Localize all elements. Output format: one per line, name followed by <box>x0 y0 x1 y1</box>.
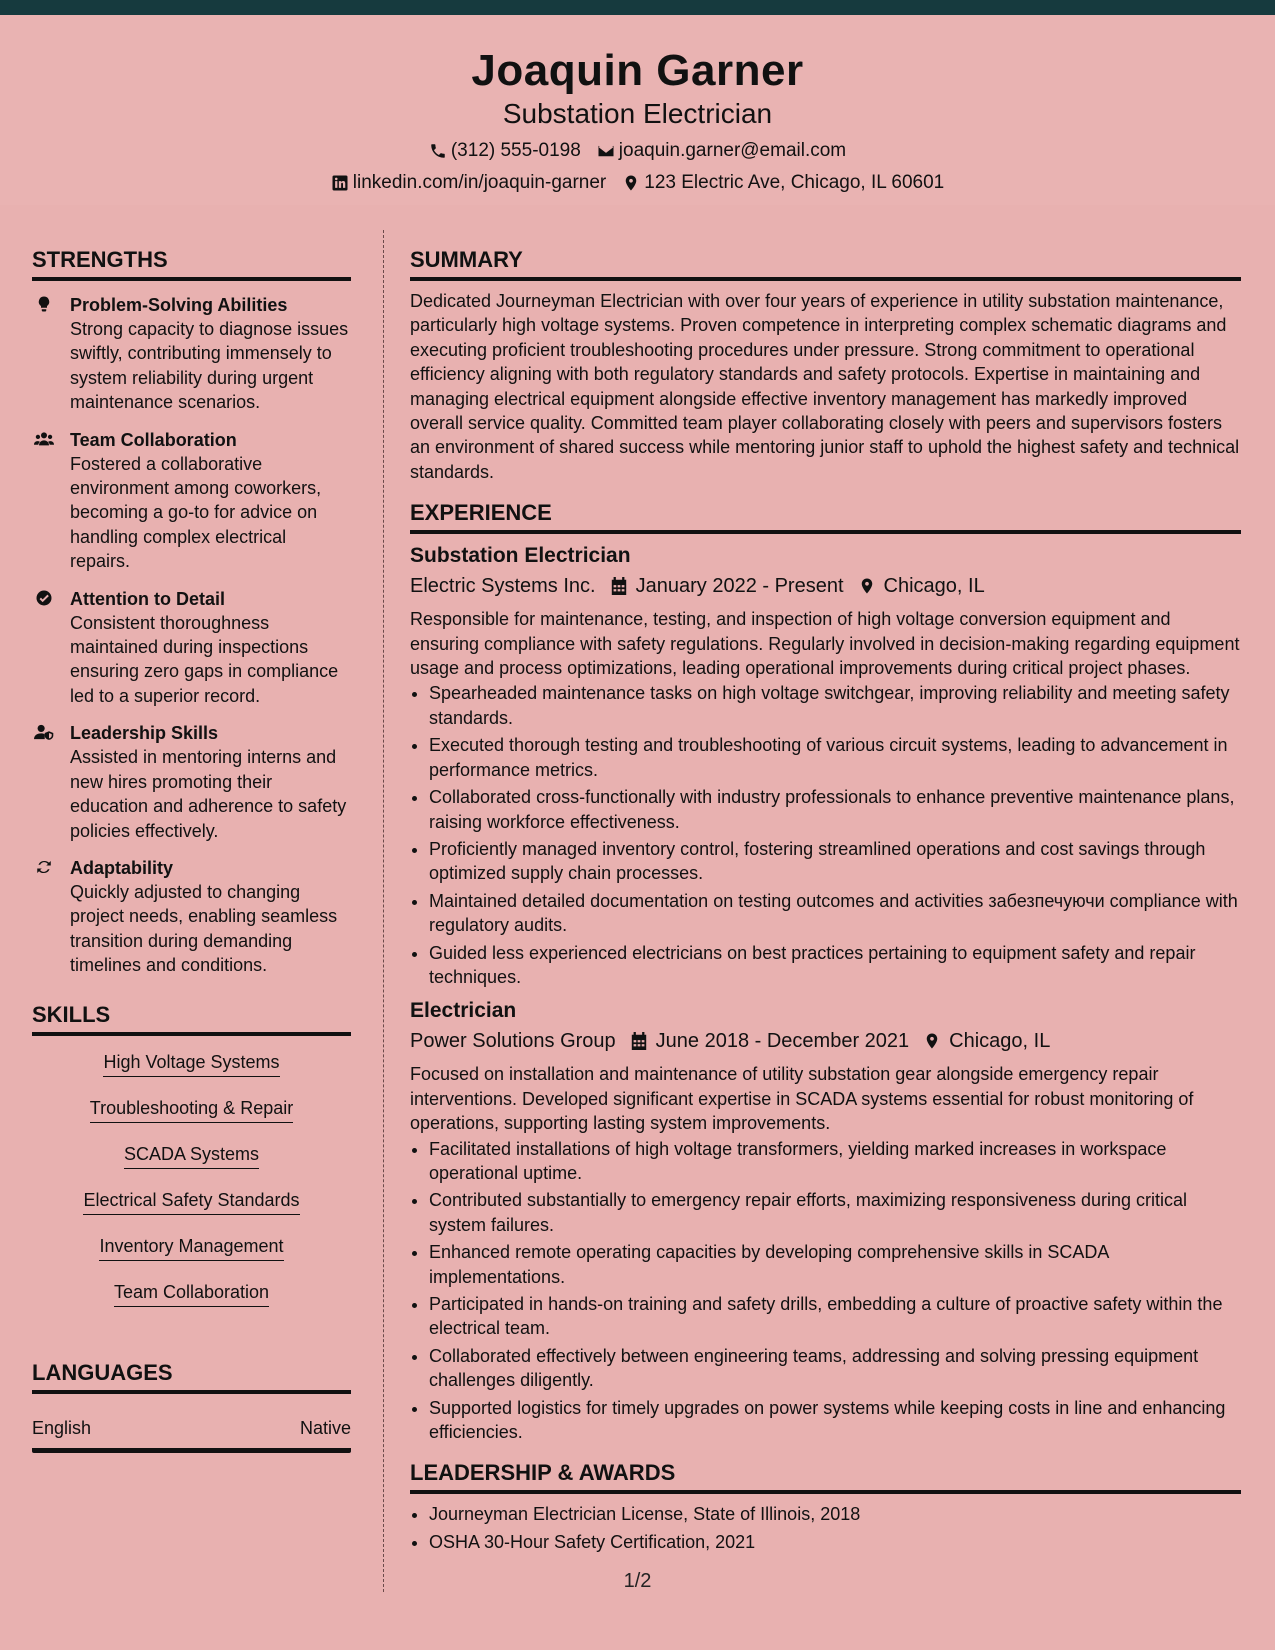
column-divider <box>383 230 384 1592</box>
strength-item <box>32 428 351 574</box>
strength-desc: Strong capacity to diagnose issues swiftly, contributing immensely to system reliability during urgent maintenance scenarios. <box>70 319 349 413</box>
strength-title: Problem-Solving Abilities <box>70 295 288 315</box>
language-name: English <box>32 1417 92 1438</box>
candidate-title: Substation Electrician <box>502 98 773 129</box>
email-text: joaquin.garner@email.com <box>618 140 847 161</box>
job-location: Chicago, IL <box>883 575 985 598</box>
bullet-item: • Contributed substantially to emergency repair efforts, maximizing responsiveness during critical system failures. <box>429 1188 1241 1237</box>
bullet-item: • Collaborated cross-functionally with industry professionals to enhance preventive maintenance plans, raising workforce effectiveness. <box>429 785 1241 834</box>
job-meta <box>410 572 1241 600</box>
job-location-group <box>858 572 985 600</box>
job-entry <box>410 542 1241 989</box>
map-marker-icon <box>622 174 640 192</box>
right-column <box>410 245 1241 1557</box>
strength-title: Attention to Detail <box>70 588 225 609</box>
job-description: Focused on installation and maintenance of utility substation gear alongside emergency repair interventions. Developed significant expertise in SCADA systems essential for robust monitoring of operations, supporting lasting system improvements. <box>410 1064 1194 1134</box>
award-item: • Journeyman Electrician License, State of Illinois, 2018 <box>429 1502 1241 1526</box>
job-location-group <box>923 1027 1050 1055</box>
summary-heading: SUMMARY <box>410 245 1241 281</box>
bullet-item: • Collaborated effectively between engineering teams, addressing and solving pressing equipment challenges diligently. <box>429 1344 1241 1393</box>
bullet-item: • Facilitated installations of high voltage transformers, yielding marked increases in workspace operational uptime. <box>429 1137 1241 1186</box>
job-entry <box>410 997 1241 1444</box>
strength-item <box>32 587 351 709</box>
bullet-item: • Executed thorough testing and troubleshooting of various circuit systems, leading to advancement in performance metrics. <box>429 733 1241 782</box>
strength-item <box>32 856 351 978</box>
job-dates-group <box>610 572 844 600</box>
lightbulb-icon <box>32 295 56 315</box>
linkedin-icon <box>331 174 349 192</box>
skill-tag: Electrical Safety Standards <box>83 1188 299 1215</box>
candidate-name: Joaquin Garner <box>471 46 804 95</box>
job-dates: January 2022 - Present <box>635 575 844 598</box>
awards-list <box>410 1502 1241 1554</box>
users-icon <box>32 430 56 450</box>
languages-heading: LANGUAGES <box>32 1358 351 1394</box>
skills-heading: SKILLS <box>32 1000 351 1036</box>
award-item: • OSHA 30-Hour Safety Certification, 2021 <box>429 1530 1241 1554</box>
address-text: 123 Electric Ave, Chicago, IL 60601 <box>644 172 945 193</box>
envelope-icon <box>597 142 615 160</box>
strength-desc: Fostered a collaborative environment among coworkers, becoming a go-to for advice on handling complex electrical repairs. <box>70 453 322 572</box>
contact-row-2 <box>0 171 1275 195</box>
linkedin-text: linkedin.com/in/joaquin-garner <box>352 172 607 193</box>
strength-item <box>32 293 351 415</box>
summary-text: Dedicated Journeyman Electrician with over four years of experience in utility substation maintenance, particularly high voltage systems. Proven competence in interpreting complex schematic diagrams and executing proficient troubleshooting procedures under pressure. Strong commitment to operational efficiency aligning with both regulatory standards and safety protocols. Expertise in maintaining and managing electrical equipment alongside effective inventory management has markedly improved overall service quality. Committed team player collaborating closely with peers and supervisors fosters an environment of shared success while mentoring junior staff to uphold the highest safety and technical standards. <box>410 291 1240 482</box>
phone-text: (312) 555-0198 <box>450 140 581 161</box>
address-contact <box>622 171 944 195</box>
map-marker-icon <box>858 576 876 596</box>
job-meta <box>410 1027 1241 1055</box>
job-title: Electrician <box>410 999 517 1023</box>
skill-tag: Team Collaboration <box>114 1280 269 1307</box>
user-shield-icon <box>32 723 56 743</box>
bullet-item: • Supported logistics for timely upgrades on power systems while keeping costs in line and enhancing efficiencies. <box>429 1396 1241 1445</box>
skill-tag: Troubleshooting & Repair <box>90 1096 293 1123</box>
strength-title: Adaptability <box>70 857 174 878</box>
bullet-item: • Guided less experienced electricians on best practices pertaining to equipment safety and repair techniques. <box>429 941 1241 990</box>
language-row <box>32 1416 351 1453</box>
strength-item <box>32 721 351 843</box>
email-contact[interactable] <box>597 139 846 163</box>
calendar-icon <box>630 1031 648 1051</box>
strength-desc: Assisted in mentoring interns and new hires promoting their education and adherence to safety policies effectively. <box>70 747 347 841</box>
job-title: Substation Electrician <box>410 544 631 568</box>
resume-header <box>0 15 1275 205</box>
sync-icon <box>32 858 56 878</box>
job-bullets <box>410 1137 1241 1445</box>
check-circle-icon <box>32 589 56 609</box>
bullet-item: • Enhanced remote operating capacities by developing comprehensive skills in SCADA implementations. <box>429 1240 1241 1289</box>
page-number: 1/2 <box>623 1570 652 1592</box>
strength-title: Leadership Skills <box>70 723 219 744</box>
map-marker-icon <box>923 1031 941 1051</box>
bullet-item: • Proficiently managed inventory control, fostering streamlined operations and cost savings through optimized supply chain processes. <box>429 837 1241 886</box>
strength-desc: Quickly adjusted to changing project needs, enabling seamless transition during demanding timelines and conditions. <box>70 881 338 976</box>
job-dates: June 2018 - December 2021 <box>655 1030 910 1053</box>
skill-tag: SCADA Systems <box>124 1142 259 1169</box>
phone-contact[interactable] <box>429 139 581 163</box>
contact-row-1 <box>0 139 1275 163</box>
job-location: Chicago, IL <box>949 1030 1051 1053</box>
left-column <box>32 245 351 1453</box>
job-company: Electric Systems Inc. <box>410 575 596 598</box>
language-level: Native <box>299 1417 351 1438</box>
strength-desc: Consistent thoroughness maintained during inspections ensuring zero gaps in compliance led to a superior record. <box>70 612 339 706</box>
bullet-item: • Maintained detailed documentation on testing outcomes and activities забезпечуючи compliance with regulatory audits. <box>429 889 1241 938</box>
bullet-item: • Spearheaded maintenance tasks on high voltage switchgear, improving reliability and meeting safety standards. <box>429 681 1241 730</box>
job-bullets <box>410 681 1241 989</box>
phone-icon <box>429 142 447 160</box>
top-bar <box>0 0 1275 15</box>
calendar-icon <box>610 576 628 596</box>
skill-tag: High Voltage Systems <box>103 1050 279 1077</box>
bullet-item: • Participated in hands-on training and safety drills, embedding a culture of proactive safety within the electrical team. <box>429 1292 1241 1341</box>
awards-heading: LEADERSHIP & AWARDS <box>410 1458 1241 1494</box>
experience-heading: EXPERIENCE <box>410 498 1241 534</box>
linkedin-contact[interactable] <box>331 171 606 195</box>
strength-title: Team Collaboration <box>70 429 237 450</box>
job-description: Responsible for maintenance, testing, and inspection of high voltage conversion equipment and ensuring compliance with safety regulations. Regularly involved in decision-making regarding equipment usage and process optimizations, leading operational improvements during critical project phases. <box>410 609 1240 679</box>
job-company: Power Solutions Group <box>410 1030 616 1053</box>
skill-tag: Inventory Management <box>99 1234 283 1261</box>
job-dates-group <box>630 1027 910 1055</box>
strengths-heading: STRENGTHS <box>32 245 351 281</box>
skills-list <box>32 1050 351 1326</box>
